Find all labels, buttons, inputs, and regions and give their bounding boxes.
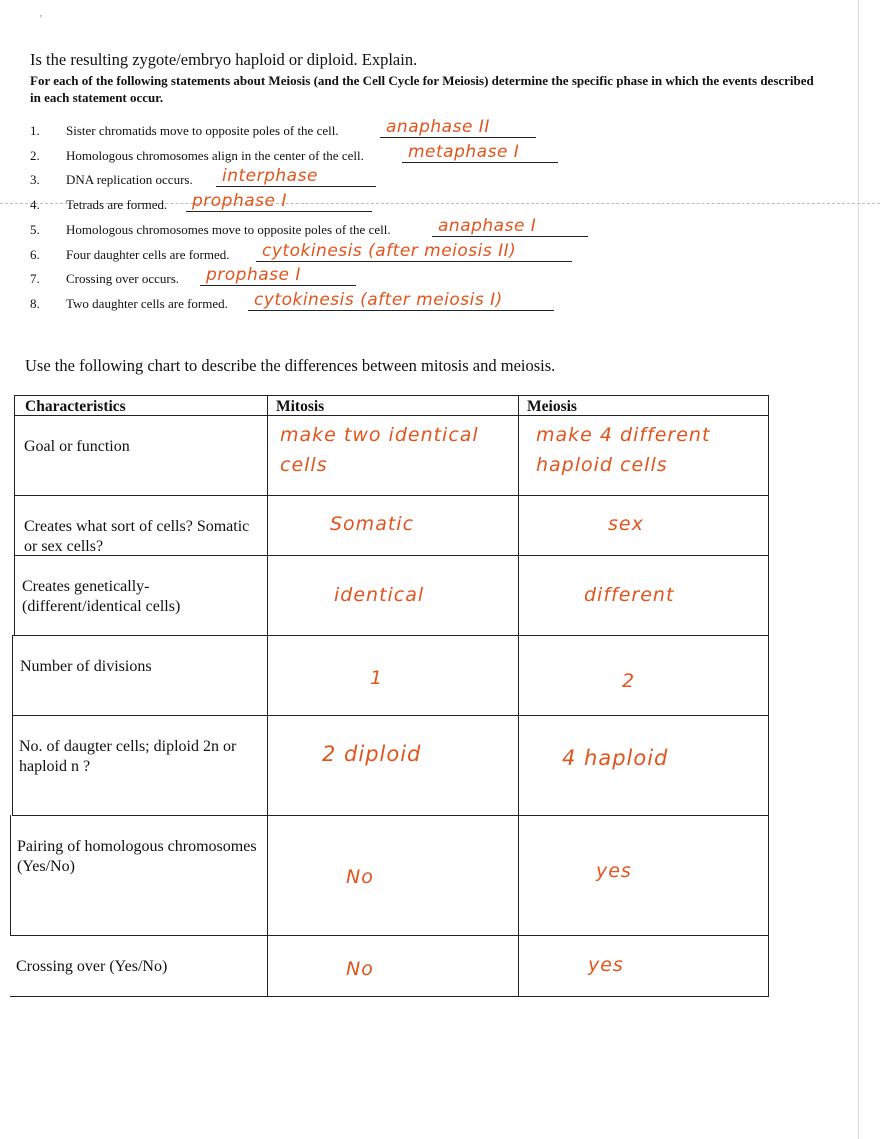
header-mitosis: Mitosis (276, 398, 325, 415)
meiosis-answer: make 4 different haploid cells (536, 424, 711, 476)
table-col-divider (267, 395, 268, 996)
answer-field[interactable]: cytokinesis (after meiosis I) (248, 290, 554, 311)
meiosis-answer: sex (608, 513, 644, 535)
question-text: Is the resulting zygote/embryo haploid or diploid. Explain. (30, 50, 418, 69)
meiosis-answer: 4 haploid (562, 746, 669, 770)
statement-number: 1. (30, 123, 40, 138)
answer-field[interactable]: cytokinesis (after meiosis II) (256, 241, 572, 262)
statement-number: 7. (30, 271, 40, 286)
table-border-top (14, 395, 769, 396)
row-characteristic: Pairing of homologous chromosomes (Yes/No) (17, 838, 257, 875)
mitosis-answer: Somatic (330, 513, 415, 535)
statement-number: 8. (30, 296, 40, 311)
row-characteristic: Number of divisions (20, 658, 152, 675)
header-characteristics: Characteristics (25, 398, 126, 415)
table-border-right (768, 395, 769, 996)
table-rule (12, 715, 769, 716)
statement-number: 6. (30, 247, 40, 262)
answer-field[interactable]: anaphase II (380, 117, 536, 138)
table-rule (12, 635, 769, 636)
answer-field[interactable]: interphase (216, 166, 376, 187)
row-characteristic: Goal or function (24, 438, 130, 455)
statement-number: 3. (30, 172, 40, 187)
meiosis-answer: 2 (622, 670, 636, 692)
statement-number: 5. (30, 222, 40, 237)
answer-field[interactable]: anaphase I (432, 216, 588, 237)
mitosis-answer: No (346, 958, 374, 980)
meiosis-answer: yes (588, 954, 624, 976)
row-characteristic: No. of daugter cells; diploid 2n or haploid n ? (19, 738, 237, 775)
stray-mark: ' (40, 14, 42, 25)
table-border-left (12, 635, 13, 815)
statement-text: Crossing over occurs. (66, 271, 180, 286)
table-rule (12, 815, 769, 816)
mitosis-answer: identical (334, 584, 425, 606)
statement-text: Four daughter cells are formed. (66, 247, 230, 262)
table-rule (10, 935, 769, 936)
table-rule (14, 415, 769, 416)
statement-text: Two daughter cells are formed. (66, 296, 228, 311)
statement-text: Homologous chromosomes align in the center of the cell. (66, 148, 364, 163)
statement-text: Tetrads are formed. (66, 197, 168, 212)
mitosis-answer: make two identical cells (280, 424, 479, 476)
table-border-left (10, 815, 11, 935)
row-characteristic: Creates genetically- (different/identical cells) (22, 578, 181, 615)
statement-text: DNA replication occurs. (66, 172, 193, 187)
table-border-left (14, 395, 15, 635)
statement-text: Sister chromatids move to opposite poles of the cell. (66, 123, 339, 138)
mitosis-answer: 2 diploid (322, 742, 422, 766)
answer-field[interactable]: prophase I (186, 191, 372, 212)
scan-edge (858, 0, 859, 1139)
answer-field[interactable]: prophase I (200, 265, 356, 286)
chart-title: Use the following chart to describe the differences between mitosis and meiosis. (25, 356, 556, 375)
row-characteristic: Crossing over (Yes/No) (16, 958, 168, 975)
table-col-divider (518, 395, 519, 996)
statement-number: 4. (30, 197, 40, 212)
table-border-bottom (10, 996, 769, 997)
meiosis-answer: yes (596, 860, 632, 882)
statement-text: Homologous chromosomes move to opposite poles of the cell. (66, 222, 391, 237)
answer-field[interactable]: metaphase I (402, 142, 558, 163)
meiosis-answer: different (584, 584, 675, 606)
header-meiosis: Meiosis (527, 398, 577, 415)
mitosis-answer: 1 (370, 667, 384, 689)
instructions: For each of the following statements about Meiosis (and the Cell Cycle for Meiosis) determine the specific phase in which the events described in each statement occur. (30, 73, 814, 105)
row-characteristic: Creates what sort of cells? Somatic or sex cells? (24, 518, 250, 555)
statement-number: 2. (30, 148, 40, 163)
mitosis-answer: No (346, 866, 374, 888)
table-rule (14, 495, 769, 496)
